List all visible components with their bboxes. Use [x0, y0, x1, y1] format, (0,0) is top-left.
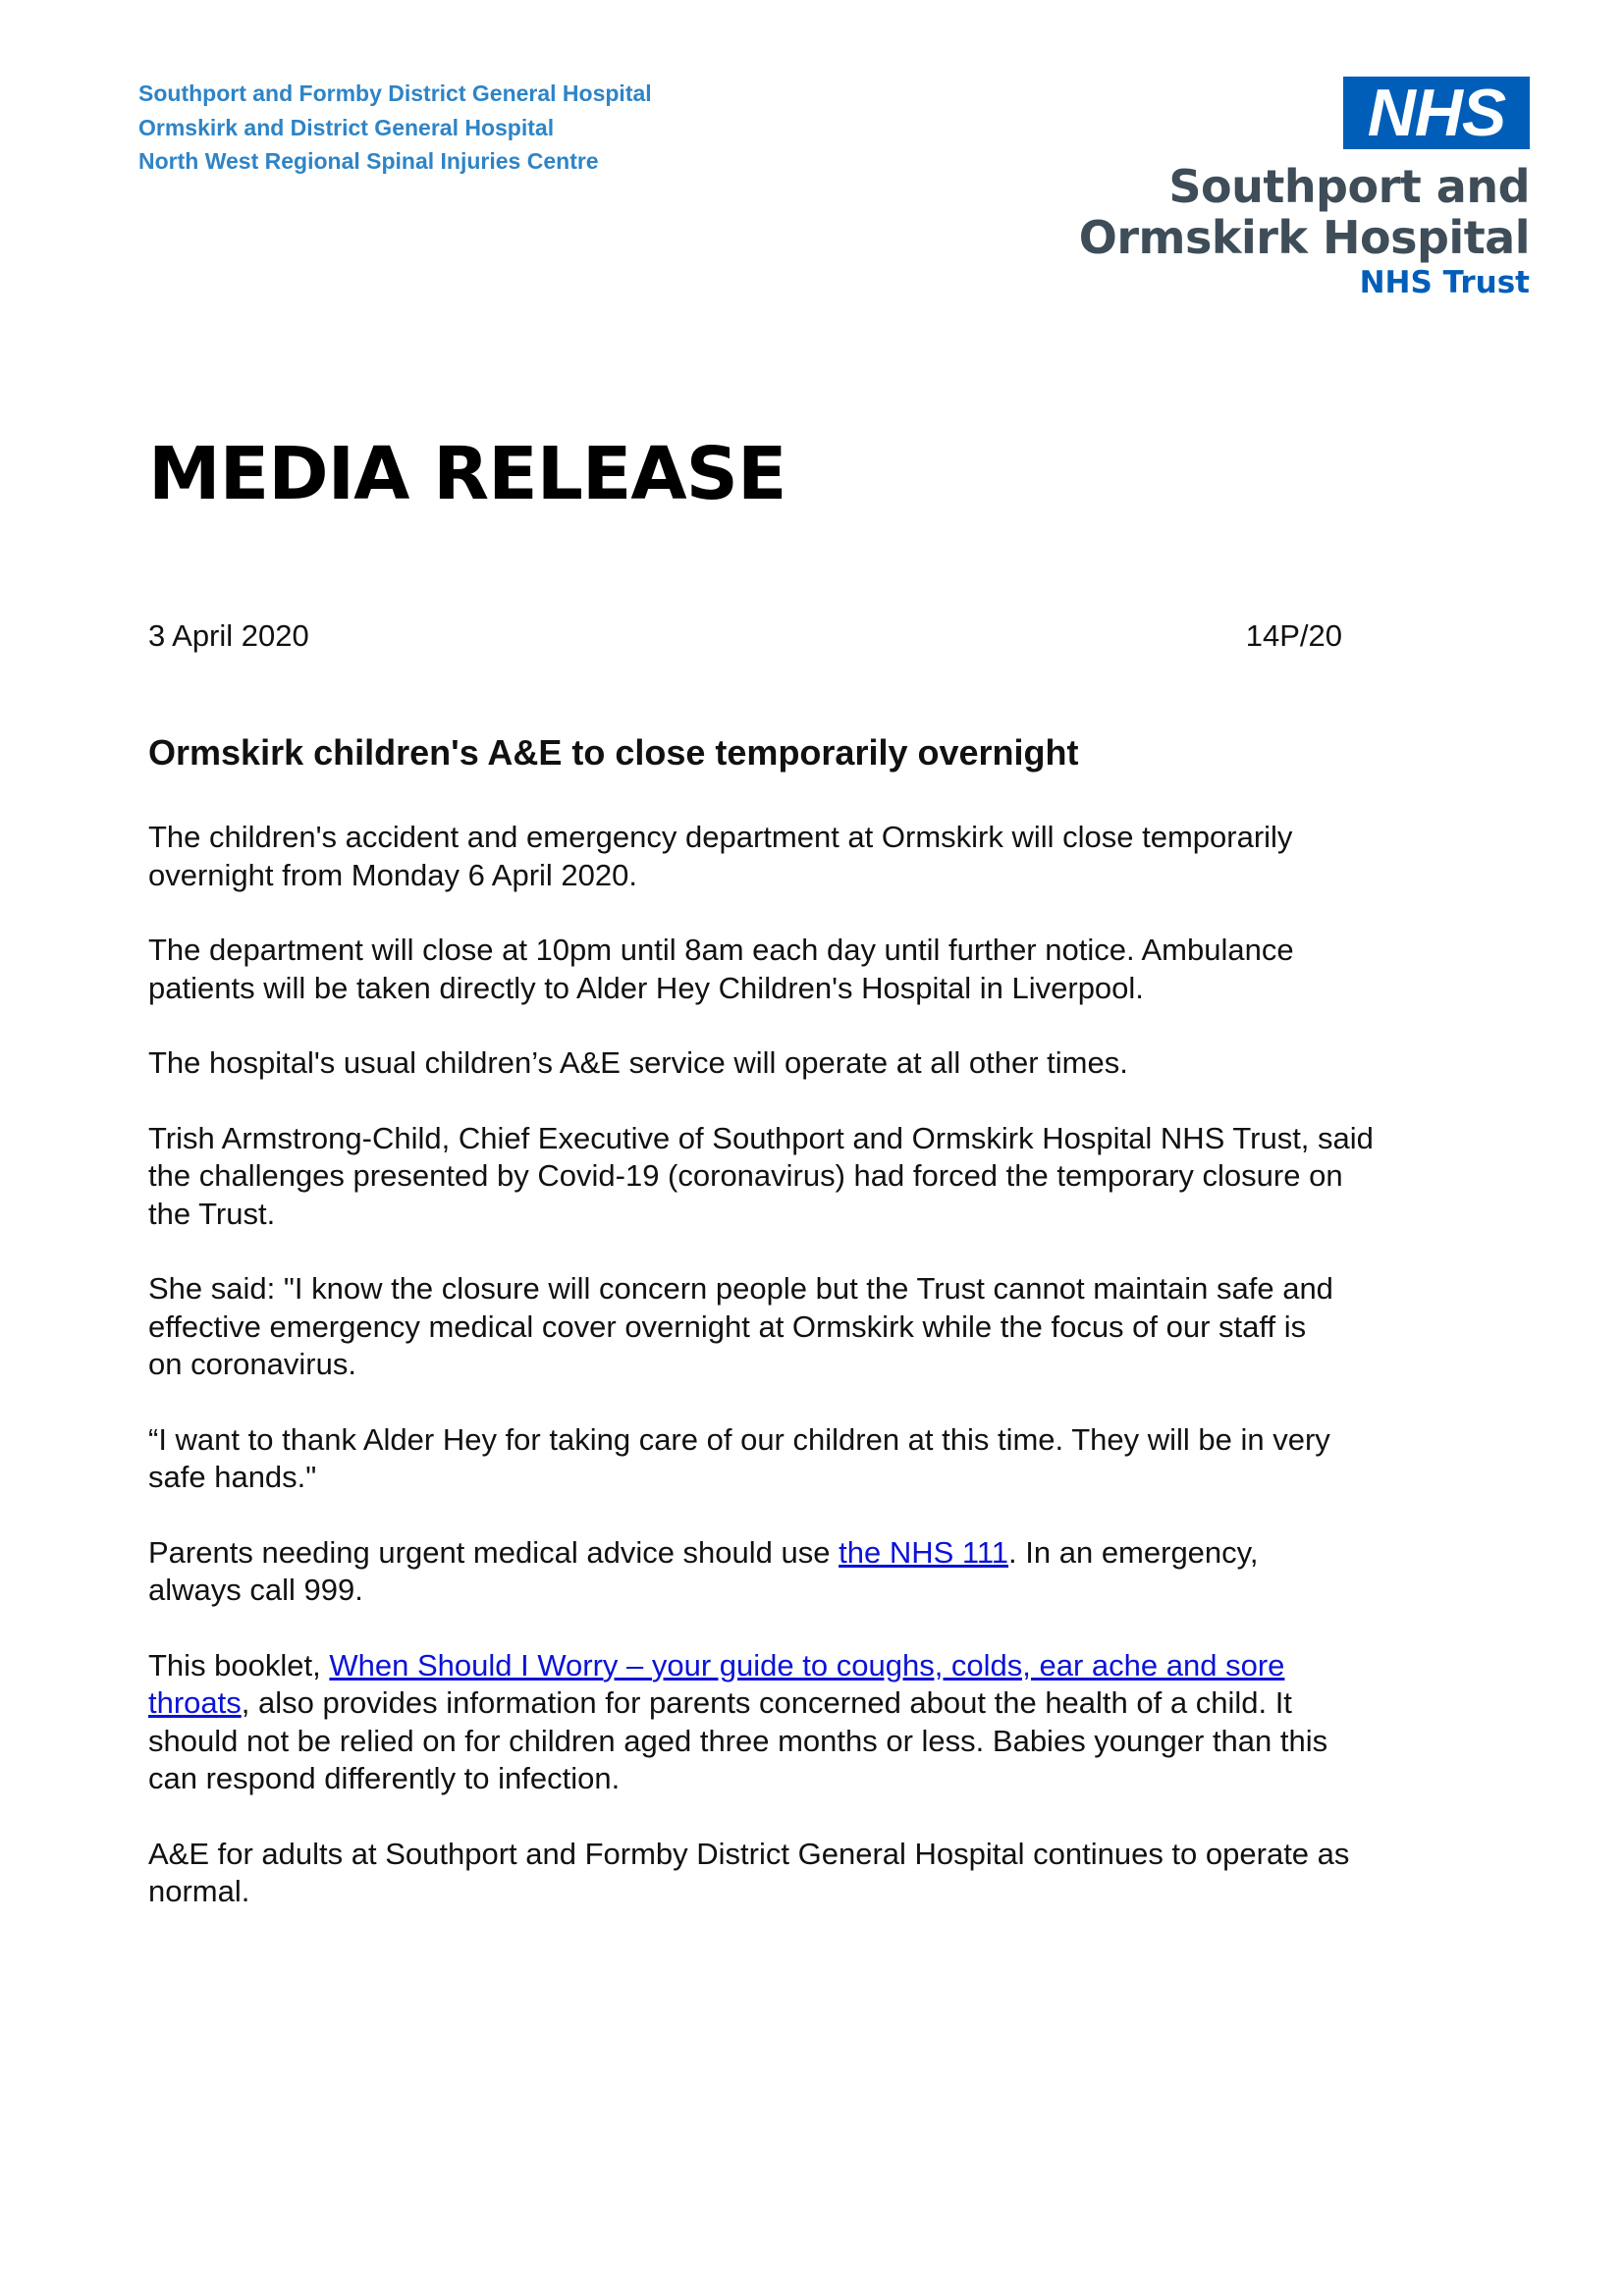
nhs-trust-logo	[1058, 77, 1530, 302]
release-date: 3 April 2020	[148, 618, 309, 653]
hospital-name: Southport and Formby District General Hospital	[138, 80, 652, 106]
hospital-name: North West Regional Spinal Injuries Centre	[138, 148, 599, 174]
hospital-list	[138, 77, 885, 179]
paragraph	[148, 1421, 1513, 1497]
paragraph	[148, 1647, 1513, 1798]
trust-name-line: Southport and	[1168, 160, 1530, 213]
text-line: The children's accident and emergency department at Ormskirk will close temporarily	[148, 820, 1293, 854]
paragraph	[148, 1534, 1513, 1610]
trust-name	[1058, 161, 1530, 263]
text-line: effective emergency medical cover overnight at Ormskirk while the focus of our staff is	[148, 1308, 1307, 1344]
text-fragment: . In an emergency,	[1008, 1534, 1259, 1570]
paragraph	[148, 932, 1513, 1007]
text-line	[148, 1647, 1513, 1685]
text-line: on coronavirus.	[148, 1347, 356, 1381]
text-line: always call 999.	[148, 1573, 363, 1607]
text-line: overnight from Monday 6 April 2020.	[148, 857, 637, 892]
article-body	[148, 819, 1513, 1949]
document-title: MEDIA RELEASE	[148, 432, 786, 516]
paragraph	[148, 1120, 1513, 1234]
text-line: The hospital's usual children’s A&E service will operate at all other times.	[148, 1045, 1128, 1080]
paragraph	[148, 1836, 1513, 1911]
text-line: can respond differently to infection.	[148, 1761, 621, 1795]
paragraph	[148, 1270, 1513, 1384]
dateline	[148, 616, 1342, 656]
text-line: the challenges presented by Covid-19 (coronavirus) had forced the temporary closure on	[148, 1158, 1343, 1193]
text-fragment: This booklet,	[148, 1647, 330, 1682]
paragraph	[148, 1044, 1513, 1083]
text-fragment: , also provides information for parents concerned about the health of a child. It	[241, 1685, 1292, 1720]
paragraph	[148, 819, 1513, 894]
text-line: safe hands."	[148, 1460, 317, 1494]
text-line: Trish Armstrong-Child, Chief Executive of Southport and Ormskirk Hospital NHS Trust, said	[148, 1120, 1374, 1155]
text-line	[148, 1534, 1513, 1573]
text-line: “I want to thank Alder Hey for taking care of our children at this time. They will be in very	[148, 1421, 1330, 1457]
text-line: should not be relied on for children aged three months or less. Babies younger than this	[148, 1723, 1328, 1758]
text-line: patients will be taken directly to Alder Hey Children's Hospital in Liverpool.	[148, 970, 1144, 1005]
text-line: The department will close at 10pm until 8am each day until further notice. Ambulance	[148, 933, 1294, 967]
text-fragment: Parents needing urgent medical advice should use	[148, 1534, 839, 1570]
text-line: A&E for adults at Southport and Formby District General Hospital continues to operate as	[148, 1836, 1350, 1871]
trust-name-line: Ormskirk Hospital	[1078, 211, 1530, 264]
nhs-logo-badge: NHS	[1343, 77, 1530, 149]
release-reference: 14P/20	[1245, 618, 1342, 653]
booklet-link[interactable]: When Should I Worry – your guide to coughs, colds, ear ache and sore	[329, 1647, 1285, 1682]
nhs-111-link[interactable]: the NHS 111	[839, 1534, 1009, 1570]
text-line	[148, 1684, 1513, 1723]
headline: Ormskirk children's A&E to close temporarily overnight	[148, 732, 1079, 773]
text-line: normal.	[148, 1874, 250, 1908]
text-line: She said: "I know the closure will concern people but the Trust cannot maintain safe and	[148, 1271, 1333, 1306]
booklet-link-continued[interactable]: throats	[148, 1685, 242, 1720]
trust-subtitle: NHS Trust	[1359, 265, 1530, 300]
hospital-name: Ormskirk and District General Hospital	[138, 114, 555, 140]
text-line: the Trust.	[148, 1196, 276, 1231]
